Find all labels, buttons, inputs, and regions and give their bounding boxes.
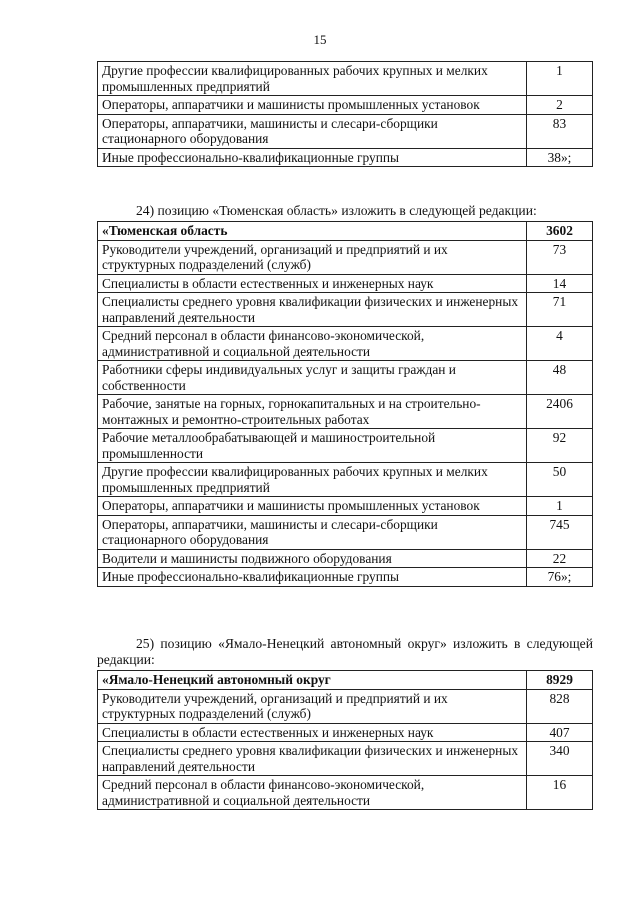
table-row [98, 96, 593, 115]
table-row [98, 549, 593, 568]
count-cell: 16 [527, 776, 593, 810]
table-row [98, 463, 593, 497]
occupation-group-cell: Специалисты в области естественных и инженерных наук [98, 723, 527, 742]
count-cell: 71 [527, 293, 593, 327]
table-row [98, 776, 593, 810]
region-total-cell: 3602 [527, 222, 593, 241]
occupation-group-cell: Рабочие, занятые на горных, горнокапитальных и на строительно-монтажных и ремонтно-строительных работах [98, 395, 527, 429]
count-cell: 407 [527, 723, 593, 742]
table-header-row [98, 222, 593, 241]
occupation-group-cell: Средний персонал в области финансово-экономической, административной и социальной деятельности [98, 327, 527, 361]
table-row [98, 568, 593, 587]
occupation-group-cell: Операторы, аппаратчики, машинисты и слесари-сборщики стационарного оборудования [98, 114, 527, 148]
table-row [98, 429, 593, 463]
occupation-group-cell: Средний персонал в области финансово-экономической, административной и социальной деятельности [98, 776, 527, 810]
table-row [98, 515, 593, 549]
count-cell: 2406 [527, 395, 593, 429]
table-row [98, 689, 593, 723]
region-name-cell: «Тюменская область [98, 222, 527, 241]
table-row [98, 361, 593, 395]
tyumen-region-table [97, 221, 593, 587]
count-cell: 76»; [527, 568, 593, 587]
count-cell: 2 [527, 96, 593, 115]
count-cell: 340 [527, 742, 593, 776]
count-cell: 1 [527, 497, 593, 516]
occupation-group-cell: Иные профессионально-квалификационные группы [98, 568, 527, 587]
region-total-cell: 8929 [527, 671, 593, 690]
table-row [98, 274, 593, 293]
occupation-group-cell: Водители и машинисты подвижного оборудования [98, 549, 527, 568]
occupation-group-cell: Руководители учреждений, организаций и предприятий и их структурных подразделений (служб) [98, 689, 527, 723]
table-row [98, 742, 593, 776]
table-row [98, 327, 593, 361]
occupation-group-cell: Руководители учреждений, организаций и предприятий и их структурных подразделений (служб) [98, 240, 527, 274]
occupation-group-cell: Операторы, аппаратчики и машинисты промышленных установок [98, 96, 527, 115]
occupation-group-cell: Специалисты среднего уровня квалификации физических и инженерных направлений деятельности [98, 293, 527, 327]
count-cell: 4 [527, 327, 593, 361]
table-row [98, 497, 593, 516]
amendment-paragraph-24: 24) позицию «Тюменская область» изложить в следующей редакции: [136, 203, 537, 218]
occupation-group-cell: Специалисты среднего уровня квалификации физических и инженерных направлений деятельности [98, 742, 527, 776]
occupation-group-cell: Работники сферы индивидуальных услуг и защиты граждан и собственности [98, 361, 527, 395]
count-cell: 50 [527, 463, 593, 497]
occupation-group-cell: Операторы, аппаратчики, машинисты и слесари-сборщики стационарного оборудования [98, 515, 527, 549]
table-row [98, 395, 593, 429]
amendment-paragraph-25: 25) позицию «Ямало-Ненецкий автономный округ» изложить в следующей редакции: [97, 636, 593, 667]
table-header-row [98, 671, 593, 690]
count-cell: 745 [527, 515, 593, 549]
count-cell: 14 [527, 274, 593, 293]
count-cell: 92 [527, 429, 593, 463]
page-number: 15 [313, 32, 327, 47]
count-cell: 48 [527, 361, 593, 395]
count-cell: 22 [527, 549, 593, 568]
occupation-group-cell: Рабочие металлообрабатывающей и машиностроительной промышленности [98, 429, 527, 463]
occupation-group-cell: Другие профессии квалифицированных рабочих крупных и мелких промышленных предприятий [98, 463, 527, 497]
occupation-group-cell: Иные профессионально-квалификационные группы [98, 148, 527, 167]
occupation-group-cell: Специалисты в области естественных и инженерных наук [98, 274, 527, 293]
count-cell: 83 [527, 114, 593, 148]
count-cell: 1 [527, 62, 593, 96]
occupation-group-cell: Другие профессии квалифицированных рабочих крупных и мелких промышленных предприятий [98, 62, 527, 96]
yamalo-nenets-table [97, 670, 593, 810]
table-row [98, 62, 593, 96]
table-row [98, 293, 593, 327]
occupation-group-cell: Операторы, аппаратчики и машинисты промышленных установок [98, 497, 527, 516]
count-cell: 828 [527, 689, 593, 723]
region-name-cell: «Ямало-Ненецкий автономный округ [98, 671, 527, 690]
table-row [98, 148, 593, 167]
table-row [98, 114, 593, 148]
count-cell: 38»; [527, 148, 593, 167]
count-cell: 73 [527, 240, 593, 274]
occupation-table-continued [97, 61, 593, 167]
table-row [98, 723, 593, 742]
table-row [98, 240, 593, 274]
